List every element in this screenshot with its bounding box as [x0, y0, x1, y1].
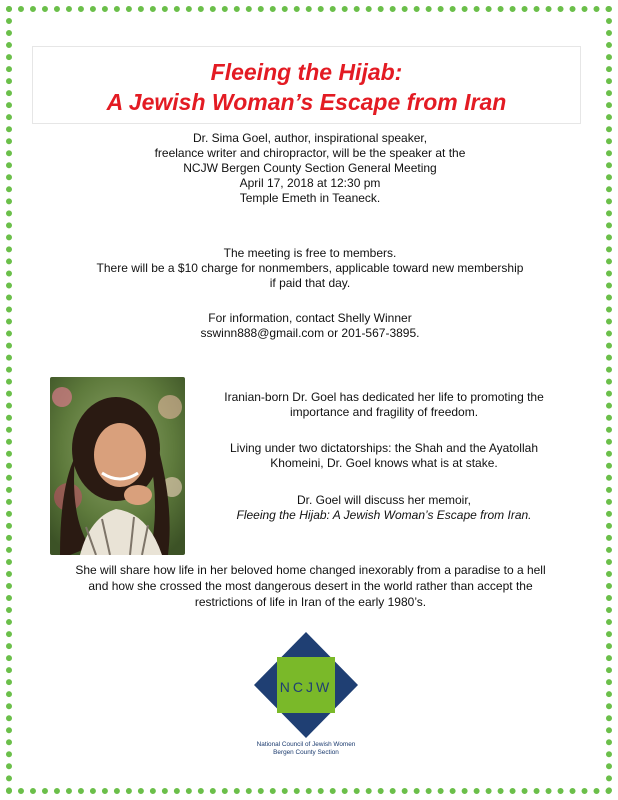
event-date: April 17, 2018 at 12:30 pm	[239, 176, 381, 190]
fee-info	[40, 246, 580, 291]
title-box	[32, 46, 581, 124]
closing-paragraph	[38, 562, 583, 610]
closing-line: She will share how life in her beloved home changed inexorably from a paradise to a hell	[75, 563, 546, 577]
event-intro	[40, 131, 580, 206]
bio-line: importance and fragility of freedom.	[289, 405, 479, 419]
section-name: Bergen County Section	[273, 749, 339, 756]
logo-text: NCJW	[279, 679, 333, 695]
contact-email-phone: sswinn888@gmail.com or 201-567-3895.	[200, 326, 420, 340]
intro-line: freelance writer and chiropractor, will be the speaker at the	[154, 146, 466, 160]
fee-line: There will be a $10 charge for nonmembers, applicable toward new membership	[96, 261, 524, 275]
contact-line: For information, contact Shelly Winner	[208, 311, 412, 325]
speaker-photo	[50, 377, 185, 555]
bio-dictatorships	[198, 441, 570, 471]
fee-line: if paid that day.	[269, 276, 351, 290]
page-title	[33, 57, 580, 117]
intro-line: NCJW Bergen County Section General Meeting	[183, 161, 437, 175]
fee-line: The meeting is free to members.	[223, 246, 397, 260]
contact-info	[40, 311, 580, 341]
bio-line: Iranian-born Dr. Goel has dedicated her life to promoting the	[224, 390, 544, 404]
bio-freedom	[198, 390, 570, 420]
memoir-title: Fleeing the Hijab: A Jewish Woman’s Escape from Iran.	[236, 508, 532, 522]
closing-line: restrictions of life in Iran of the early 1980’s.	[194, 595, 427, 609]
bio-line: Khomeini, Dr. Goel knows what is at stake.	[270, 456, 498, 470]
ncjw-logo	[252, 630, 360, 740]
bio-line: Living under two dictatorships: the Shah and the Ayatollah	[230, 441, 538, 455]
bio-line: Dr. Goel will discuss her memoir,	[296, 493, 472, 507]
title-line-2: A Jewish Woman’s Escape from Iran	[106, 89, 507, 115]
closing-line: and how she crossed the most dangerous desert in the world rather than accept the	[88, 579, 533, 593]
intro-line: Dr. Sima Goel, author, inspirational speaker,	[192, 131, 428, 145]
title-line-1: Fleeing the Hijab:	[210, 59, 403, 85]
event-location: Temple Emeth in Teaneck.	[239, 191, 381, 205]
logo-caption	[230, 741, 382, 757]
bio-memoir	[198, 493, 570, 523]
org-name: National Council of Jewish Women	[256, 741, 356, 748]
